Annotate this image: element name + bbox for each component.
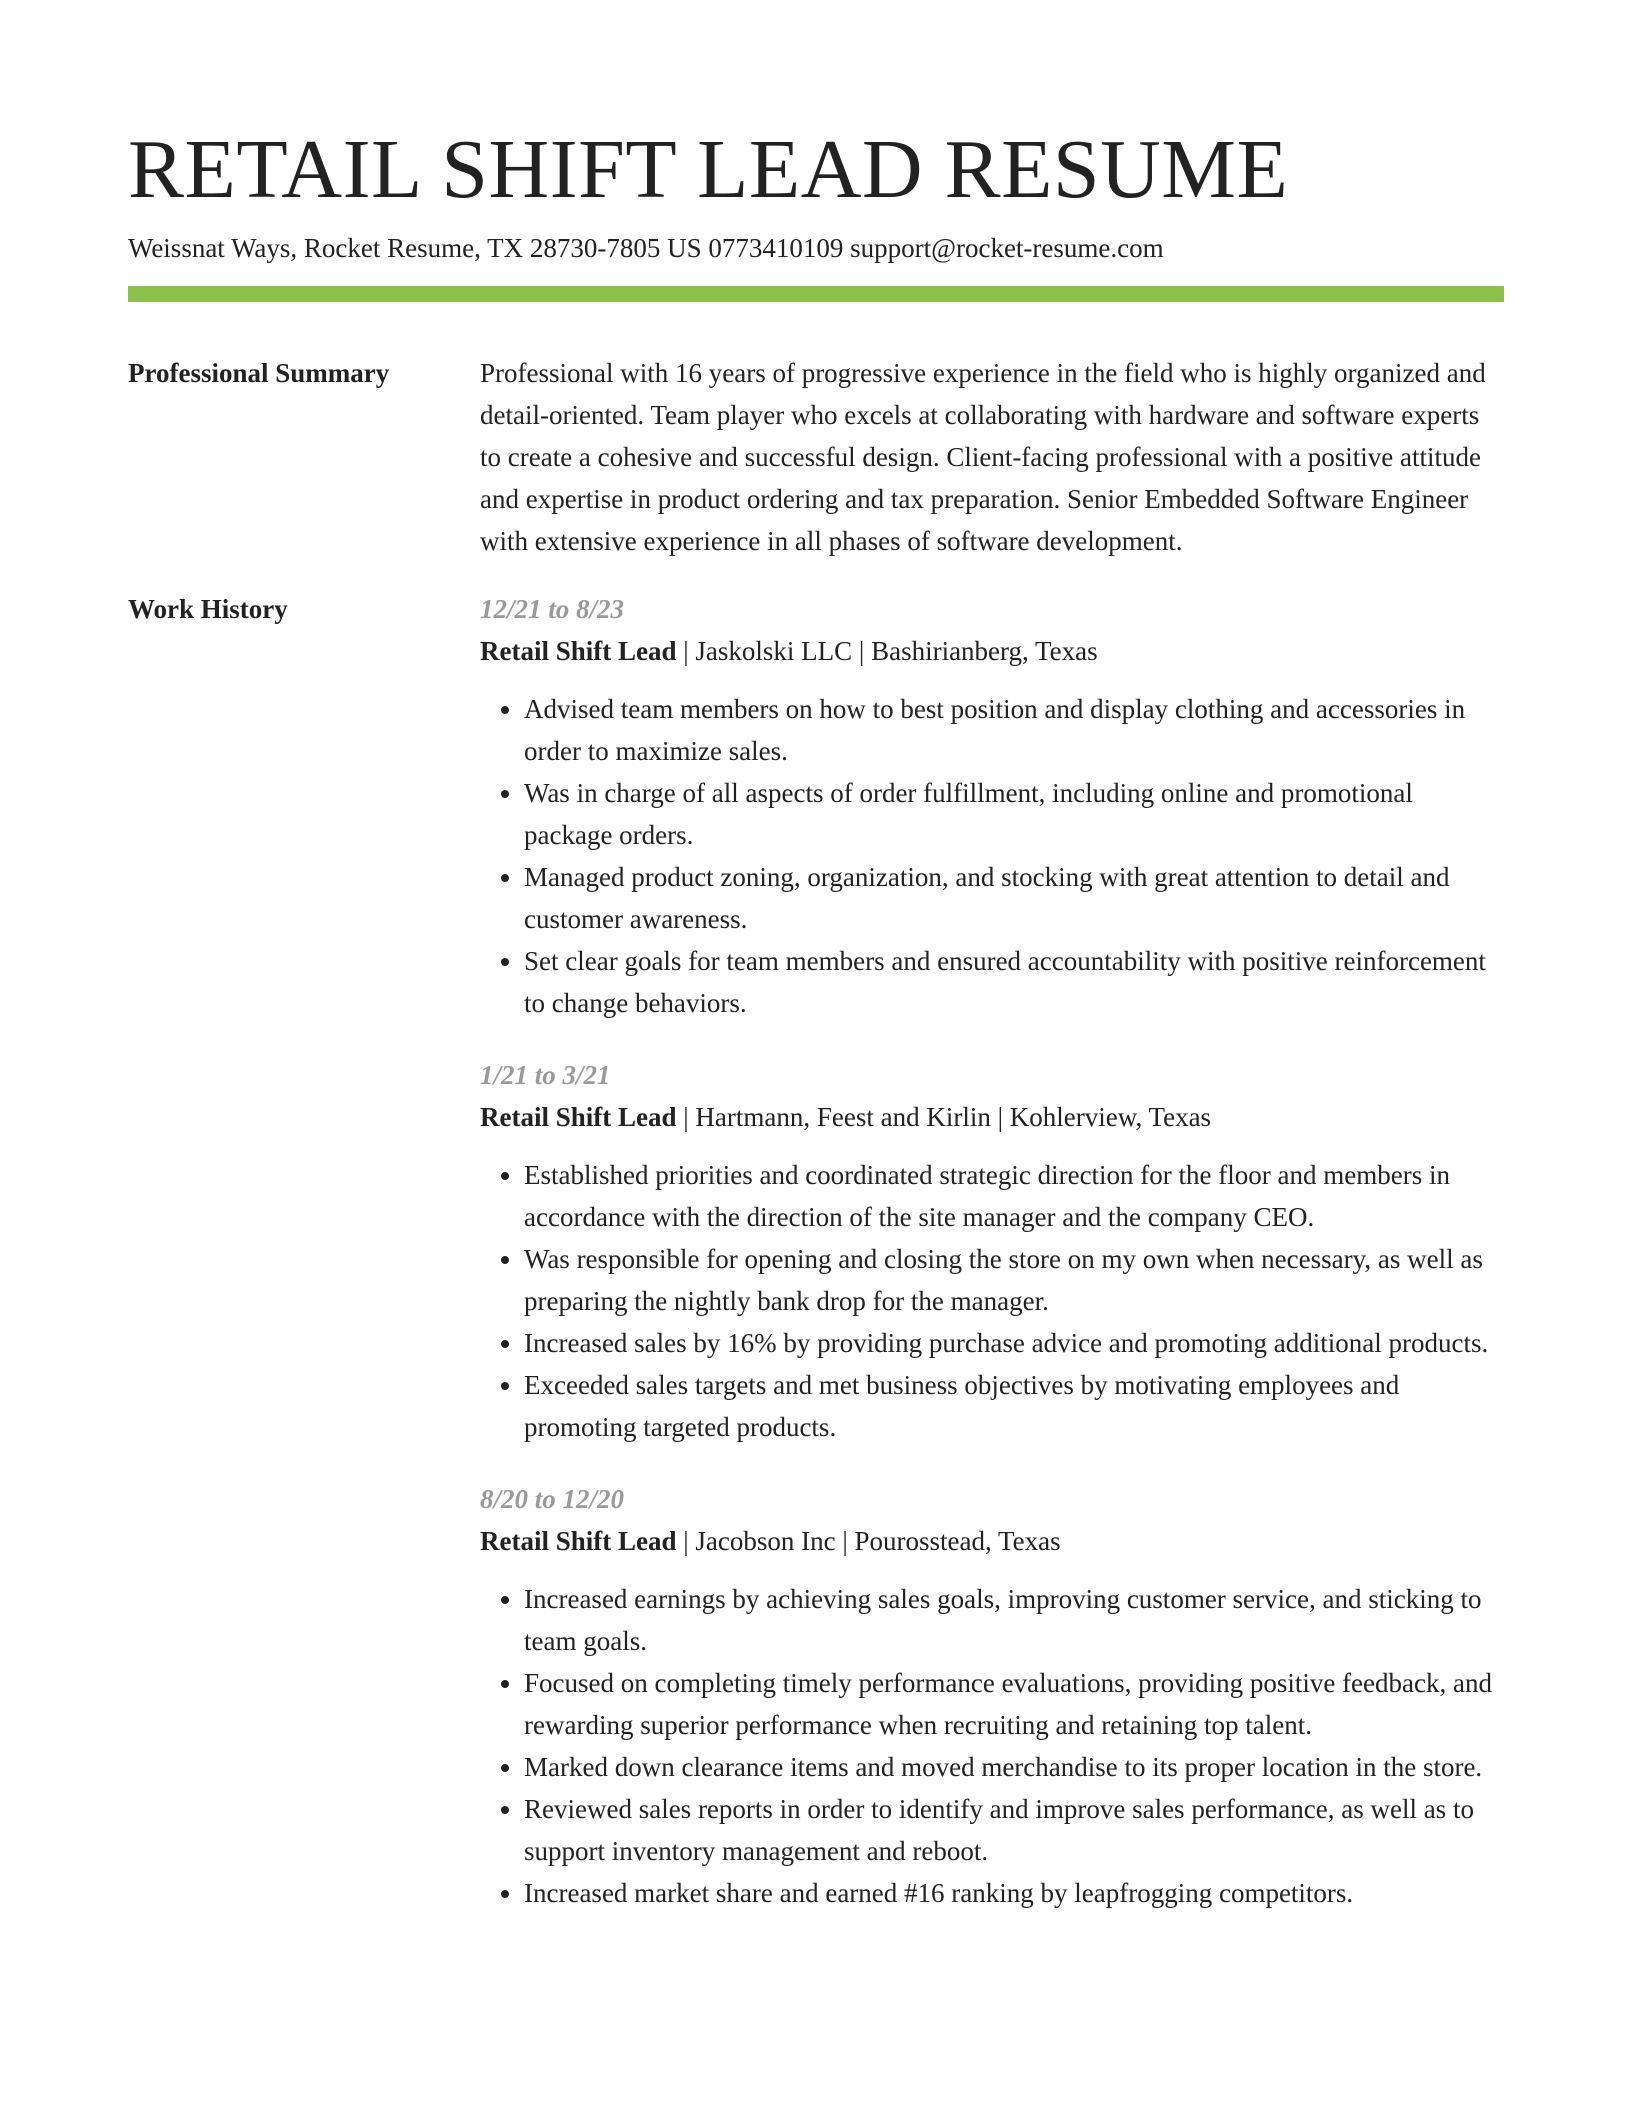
contact-line: Weissnat Ways, Rocket Resume, TX 28730-7805 US 0773410109 support@rocket-resume.com	[128, 233, 1164, 263]
job-heading	[480, 630, 1504, 672]
job-role: Retail Shift Lead	[480, 1526, 677, 1556]
job-bullet: • Focused on completing timely performance evaluations, providing positive feedback, and rewarding superior performance when recruiting and retaining top talent.	[524, 1662, 1504, 1746]
job-bullet: • Was in charge of all aspects of order fulfillment, including online and promotional package orders.	[524, 772, 1504, 856]
job-bullets	[480, 1154, 1504, 1448]
job-bullet: • Increased sales by 16% by providing purchase advice and promoting additional products.	[524, 1322, 1504, 1364]
job-bullet: • Managed product zoning, organization, and stocking with great attention to detail and customer awareness.	[524, 856, 1504, 940]
job-entry	[480, 1054, 1504, 1448]
job-bullet: • Increased earnings by achieving sales goals, improving customer service, and sticking to team goals.	[524, 1578, 1504, 1662]
job-bullet: • Established priorities and coordinated strategic direction for the floor and members in accordance with the direction of the site manager and the company CEO.	[524, 1154, 1504, 1238]
job-bullet: • Was responsible for opening and closing the store on my own when necessary, as well as preparing the nightly bank drop for the manager.	[524, 1238, 1504, 1322]
job-bullet: • Marked down clearance items and moved merchandise to its proper location in the store.	[524, 1746, 1504, 1788]
job-dates: 12/21 to 8/23	[480, 594, 625, 624]
job-details: | Hartmann, Feest and Kirlin | Kohlerview, Texas	[676, 1102, 1212, 1132]
job-details: | Jacobson Inc | Pourosstead, Texas	[676, 1526, 1061, 1556]
work-history-section	[128, 588, 1504, 1944]
resume-page	[128, 120, 1504, 1944]
accent-divider	[128, 286, 1504, 302]
job-bullet: • Exceeded sales targets and met business objectives by motivating employees and promoting targeted products.	[524, 1364, 1504, 1448]
job-role: Retail Shift Lead	[480, 636, 677, 666]
section-label-work: Work History	[128, 594, 288, 624]
job-bullet: • Increased market share and earned #16 ranking by leapfrogging competitors.	[524, 1872, 1504, 1914]
job-bullet: • Advised team members on how to best position and display clothing and accessories in order to maximize sales.	[524, 688, 1504, 772]
job-bullets	[480, 688, 1504, 1024]
job-details: | Jaskolski LLC | Bashirianberg, Texas	[676, 636, 1098, 666]
work-history-list	[480, 588, 1504, 1944]
section-label-summary: Professional Summary	[128, 358, 390, 388]
job-bullets	[480, 1578, 1504, 1914]
summary-text: Professional with 16 years of progressive experience in the field who is highly organized and detail-oriented. Team player who excels at collaborating with hardware and software experts to create a cohesive and successful design. Client-facing professional with a positive attitude and expertise in product ordering and tax preparation. Senior Embedded Software Engineer with extensive experience in all phases of software development.	[480, 358, 1486, 556]
job-entry	[480, 1478, 1504, 1914]
job-heading	[480, 1520, 1504, 1562]
job-bullet: • Reviewed sales reports in order to identify and improve sales performance, as well as to support inventory management and reboot.	[524, 1788, 1504, 1872]
job-bullet: • Set clear goals for team members and ensured accountability with positive reinforcement to change behaviors.	[524, 940, 1504, 1024]
job-heading	[480, 1096, 1504, 1138]
resume-title: RETAIL SHIFT LEAD RESUME	[128, 123, 1289, 216]
job-dates: 1/21 to 3/21	[480, 1060, 611, 1090]
job-role: Retail Shift Lead	[480, 1102, 677, 1132]
professional-summary-section	[128, 352, 1504, 562]
job-entry	[480, 588, 1504, 1024]
job-dates: 8/20 to 12/20	[480, 1484, 625, 1514]
